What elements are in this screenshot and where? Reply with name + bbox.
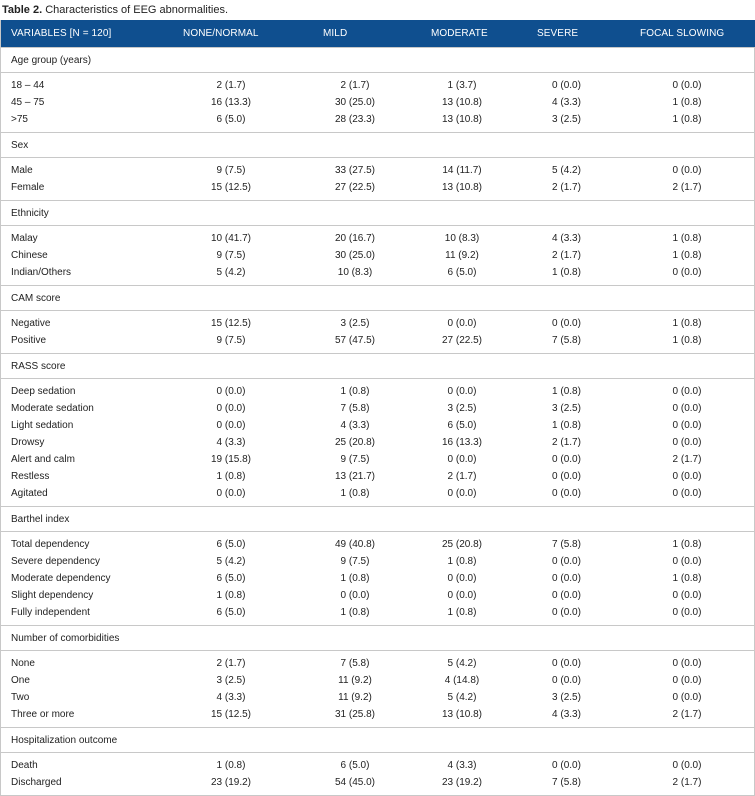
row-label: Chinese: [11, 250, 48, 261]
table-cell: 1 (0.8): [672, 573, 702, 584]
table-cell: 25 (20.8): [334, 437, 376, 448]
table-cell: 0 (0.0): [216, 386, 246, 397]
row-label: Moderate dependency: [11, 573, 111, 584]
table-row: [1, 485, 755, 502]
table-cell: 13 (10.8): [441, 709, 483, 720]
table-cell: 0 (0.0): [672, 403, 702, 414]
table-cell: 0 (0.0): [340, 590, 370, 601]
table-cell: 6 (5.0): [447, 420, 477, 431]
spacer-cell: [1, 791, 755, 796]
row-label: None: [11, 658, 35, 669]
table-cell: 1 (0.8): [552, 386, 581, 397]
table-cell: 1 (0.8): [340, 386, 370, 397]
table-row: [1, 706, 755, 723]
table-cell: 0 (0.0): [672, 488, 702, 499]
table-cell: 4 (3.3): [447, 760, 477, 771]
table-cell: 0 (0.0): [552, 80, 581, 91]
row-label: Negative: [11, 318, 51, 329]
table-cell: 5 (4.2): [447, 692, 477, 703]
table-cell: 1 (0.8): [447, 556, 477, 567]
table-cell: 30 (25.0): [334, 97, 376, 108]
table-row: [1, 689, 755, 706]
table-cell: 27 (22.5): [441, 335, 483, 346]
table-cell: 11 (9.2): [338, 675, 372, 686]
table-group: [1, 507, 755, 626]
table-cell: 0 (0.0): [447, 590, 477, 601]
group-title: Hospitalization outcome: [1, 728, 755, 753]
group-header-row: [1, 354, 755, 379]
table-cell: 0 (0.0): [552, 760, 581, 771]
table-row: [1, 757, 755, 774]
table-cell: 7 (5.8): [552, 335, 581, 346]
row-label: Restless: [11, 471, 50, 482]
table-row: [1, 400, 755, 417]
group-header-row: [1, 133, 755, 158]
table-cell: 0 (0.0): [672, 556, 702, 567]
table-row: [1, 417, 755, 434]
table-cell: 2 (1.7): [447, 471, 477, 482]
table-cell: 1 (0.8): [672, 97, 702, 108]
table-cell: 10 (8.3): [337, 267, 373, 278]
table-row: [1, 587, 755, 604]
table-cell: 6 (5.0): [216, 114, 246, 125]
table-cell: 9 (7.5): [340, 556, 370, 567]
table-row: [1, 434, 755, 451]
column-header: FOCAL SLOWING: [640, 28, 725, 39]
table-row: [1, 536, 755, 553]
table-row: [1, 672, 755, 689]
group-title: Barthel index: [1, 507, 755, 532]
group-header-row: [1, 507, 755, 532]
column-header: NONE/NORMAL: [183, 28, 259, 39]
table-cell: 11 (9.2): [445, 250, 479, 261]
table-cell: 57 (47.5): [334, 335, 376, 346]
table-cell: 7 (5.8): [552, 777, 581, 788]
table-cell: 31 (25.8): [334, 709, 376, 720]
row-label: 18 – 44: [11, 80, 45, 91]
table-cell: 0 (0.0): [672, 692, 702, 703]
table-cell: 1 (0.8): [340, 573, 370, 584]
row-label: Fully independent: [11, 607, 90, 618]
table-row: [1, 383, 755, 400]
table-cell: 1 (0.8): [216, 471, 246, 482]
table-cell: 4 (3.3): [216, 692, 246, 703]
row-label: Deep sedation: [11, 386, 76, 397]
table-cell: 16 (13.3): [441, 437, 483, 448]
table-cell: 1 (0.8): [340, 488, 370, 499]
table-cell: 9 (7.5): [216, 250, 246, 261]
table-row: [1, 451, 755, 468]
table-cell: 25 (20.8): [441, 539, 483, 550]
table-cell: 1 (3.7): [447, 80, 477, 91]
table-cell: 9 (7.5): [340, 454, 370, 465]
table-row: [1, 162, 755, 179]
eeg-abnormalities-table: [1, 20, 755, 796]
table-cell: 0 (0.0): [672, 760, 702, 771]
table-cell: 2 (1.7): [672, 777, 702, 788]
group-header-row: [1, 728, 755, 753]
group-header-row: [1, 626, 755, 651]
group-header-row: [1, 286, 755, 311]
table-cell: 1 (0.8): [552, 267, 581, 278]
table-cell: 1 (0.8): [552, 420, 581, 431]
row-label: Male: [11, 165, 33, 176]
group-title: CAM score: [1, 286, 755, 311]
group-title: Age group (years): [1, 48, 755, 73]
table-cell: 20 (16.7): [334, 233, 376, 244]
table-cell: 5 (4.2): [216, 556, 246, 567]
table-cell: 2 (1.7): [552, 437, 581, 448]
table-cell: 0 (0.0): [447, 386, 477, 397]
table-group: [1, 354, 755, 507]
table-cell: 13 (10.8): [441, 114, 483, 125]
table-group: [1, 626, 755, 728]
table-cell: 2 (1.7): [340, 80, 370, 91]
row-label: Female: [11, 182, 45, 193]
row-label: >75: [11, 114, 28, 125]
table-cell: 23 (19.2): [441, 777, 483, 788]
table-cell: 4 (3.3): [552, 233, 581, 244]
table-cell: 9 (7.5): [216, 335, 246, 346]
table-cell: 13 (21.7): [334, 471, 376, 482]
table-cell: 0 (0.0): [216, 488, 246, 499]
table-cell: 7 (5.8): [340, 403, 370, 414]
table-cell: 7 (5.8): [340, 658, 370, 669]
table-cell: 0 (0.0): [216, 403, 246, 414]
row-label: Discharged: [11, 777, 62, 788]
table-cell: 4 (3.3): [552, 709, 581, 720]
row-label: One: [11, 675, 30, 686]
table-group: [1, 133, 755, 201]
table-cell: 4 (3.3): [216, 437, 246, 448]
table-cell: 0 (0.0): [672, 80, 702, 91]
table-row: [1, 774, 755, 791]
table-cell: 2 (1.7): [552, 182, 581, 193]
table-row: [1, 179, 755, 196]
table-cell: 0 (0.0): [672, 590, 702, 601]
table-cell: 0 (0.0): [672, 675, 702, 686]
group-title: Ethnicity: [1, 201, 755, 226]
row-label: Severe dependency: [11, 556, 100, 567]
row-label: Two: [11, 692, 30, 703]
table-cell: 16 (13.3): [210, 97, 252, 108]
table-cell: 0 (0.0): [552, 675, 581, 686]
row-label: 45 – 75: [11, 97, 45, 108]
table-cell: 3 (2.5): [552, 403, 581, 414]
table-cell: 0 (0.0): [552, 590, 581, 601]
table-cell: 0 (0.0): [447, 573, 477, 584]
table-cell: 0 (0.0): [552, 573, 581, 584]
table-cell: 1 (0.8): [672, 233, 702, 244]
column-header: SEVERE: [537, 28, 579, 39]
table-cell: 14 (11.7): [442, 165, 482, 176]
table-cell: 7 (5.8): [552, 539, 581, 550]
table-cell: 0 (0.0): [672, 165, 702, 176]
table-cell: 15 (12.5): [210, 709, 252, 720]
row-label: Positive: [11, 335, 47, 346]
table-cell: 3 (2.5): [340, 318, 370, 329]
group-title: Number of comorbidities: [1, 626, 755, 651]
table-cell: 5 (4.2): [216, 267, 246, 278]
table-cell: 1 (0.8): [672, 539, 702, 550]
table-row: [1, 264, 755, 281]
header-row: [1, 20, 755, 48]
table-row: [1, 94, 755, 111]
group-header-row: [1, 48, 755, 73]
table-caption-label: Table 2.: [2, 4, 43, 16]
table-group: [1, 286, 755, 354]
table-row: [1, 230, 755, 247]
table-cell: 3 (2.5): [216, 675, 246, 686]
table-cell: 4 (3.3): [340, 420, 370, 431]
table-cell: 0 (0.0): [672, 267, 702, 278]
table-cell: 1 (0.8): [672, 250, 702, 261]
table-cell: 15 (12.5): [210, 318, 252, 329]
table-cell: 1 (0.8): [672, 318, 702, 329]
table-row: [1, 468, 755, 485]
table-cell: 2 (1.7): [672, 709, 702, 720]
row-label: Light sedation: [11, 420, 74, 431]
table-cell: 5 (4.2): [447, 658, 477, 669]
table-cell: 0 (0.0): [447, 488, 477, 499]
table-frame: [0, 20, 755, 796]
table-cell: 0 (0.0): [672, 420, 702, 431]
row-label: Slight dependency: [11, 590, 94, 601]
table-cell: 0 (0.0): [552, 488, 581, 499]
row-label: Alert and calm: [11, 454, 75, 465]
table-cell: 0 (0.0): [552, 454, 581, 465]
table-cell: 0 (0.0): [672, 437, 702, 448]
table-cell: 3 (2.5): [552, 114, 581, 125]
table-row: [1, 553, 755, 570]
table-row: [1, 655, 755, 672]
row-label: Total dependency: [11, 539, 90, 550]
table-cell: 2 (1.7): [552, 250, 581, 261]
group-spacer: [1, 791, 755, 796]
table-cell: 10 (41.7): [210, 233, 252, 244]
table-cell: 54 (45.0): [334, 777, 376, 788]
table-cell: 5 (4.2): [552, 165, 581, 176]
table-group: [1, 48, 755, 133]
table-cell: 23 (19.2): [210, 777, 252, 788]
table-row: [1, 77, 755, 94]
table-caption-text: Characteristics of EEG abnormalities.: [45, 4, 229, 16]
row-label: Moderate sedation: [11, 403, 94, 414]
table-cell: 2 (1.7): [672, 454, 702, 465]
table-cell: 2 (1.7): [672, 182, 702, 193]
table-cell: 2 (1.7): [216, 658, 246, 669]
row-label: Malay: [11, 233, 38, 244]
table-row: [1, 570, 755, 587]
table-cell: 19 (15.8): [210, 454, 252, 465]
table-cell: 9 (7.5): [216, 165, 246, 176]
table-cell: 15 (12.5): [210, 182, 252, 193]
row-label: Agitated: [11, 488, 48, 499]
column-header: VARIABLES [N = 120]: [11, 28, 112, 39]
table-cell: 1 (0.8): [216, 760, 246, 771]
row-label: Indian/Others: [11, 267, 72, 278]
table-cell: 6 (5.0): [216, 539, 246, 550]
table-cell: 0 (0.0): [447, 318, 477, 329]
row-label: Drowsy: [11, 437, 45, 448]
table-cell: 28 (23.3): [334, 114, 376, 125]
table-cell: 3 (2.5): [447, 403, 477, 414]
table-cell: 30 (25.0): [334, 250, 376, 261]
table-cell: 33 (27.5): [334, 165, 376, 176]
table-row: [1, 315, 755, 332]
table-cell: 4 (3.3): [552, 97, 581, 108]
table-cell: 3 (2.5): [552, 692, 581, 703]
table-cell: 2 (1.7): [216, 80, 246, 91]
table-cell: 0 (0.0): [552, 607, 581, 618]
group-title: RASS score: [1, 354, 755, 379]
table-cell: 0 (0.0): [552, 658, 581, 669]
table-cell: 13 (10.8): [441, 182, 483, 193]
table-cell: 27 (22.5): [334, 182, 376, 193]
table-row: [1, 111, 755, 128]
table-cell: 0 (0.0): [672, 607, 702, 618]
column-header: MODERATE: [431, 28, 488, 39]
table-group: [1, 201, 755, 286]
table-cell: 49 (40.8): [334, 539, 376, 550]
table-cell: 1 (0.8): [447, 607, 477, 618]
table-cell: 6 (5.0): [447, 267, 477, 278]
table-row: [1, 332, 755, 349]
table-caption: [0, 0, 755, 20]
group-title: Sex: [1, 133, 755, 158]
table-cell: 4 (14.8): [444, 675, 480, 686]
row-label: Three or more: [11, 709, 75, 720]
table-row: [1, 604, 755, 621]
table-cell: 13 (10.8): [441, 97, 483, 108]
table-header: [1, 20, 755, 48]
row-label: Death: [11, 760, 38, 771]
table-cell: 6 (5.0): [216, 607, 246, 618]
column-header: MILD: [323, 28, 348, 39]
table-cell: 11 (9.2): [338, 692, 372, 703]
table-row: [1, 247, 755, 264]
table-cell: 10 (8.3): [444, 233, 480, 244]
table-cell: 0 (0.0): [672, 658, 702, 669]
table-cell: 6 (5.0): [340, 760, 370, 771]
table-cell: 0 (0.0): [672, 386, 702, 397]
table-cell: 1 (0.8): [672, 114, 702, 125]
table-cell: 1 (0.8): [340, 607, 370, 618]
table-cell: 6 (5.0): [216, 573, 246, 584]
table-cell: 0 (0.0): [552, 556, 581, 567]
table-cell: 1 (0.8): [216, 590, 246, 601]
table-cell: 0 (0.0): [552, 471, 581, 482]
table-cell: 0 (0.0): [447, 454, 477, 465]
table-cell: 0 (0.0): [672, 471, 702, 482]
group-header-row: [1, 201, 755, 226]
table-cell: 0 (0.0): [552, 318, 581, 329]
table-cell: 0 (0.0): [216, 420, 246, 431]
table-cell: 1 (0.8): [672, 335, 702, 346]
